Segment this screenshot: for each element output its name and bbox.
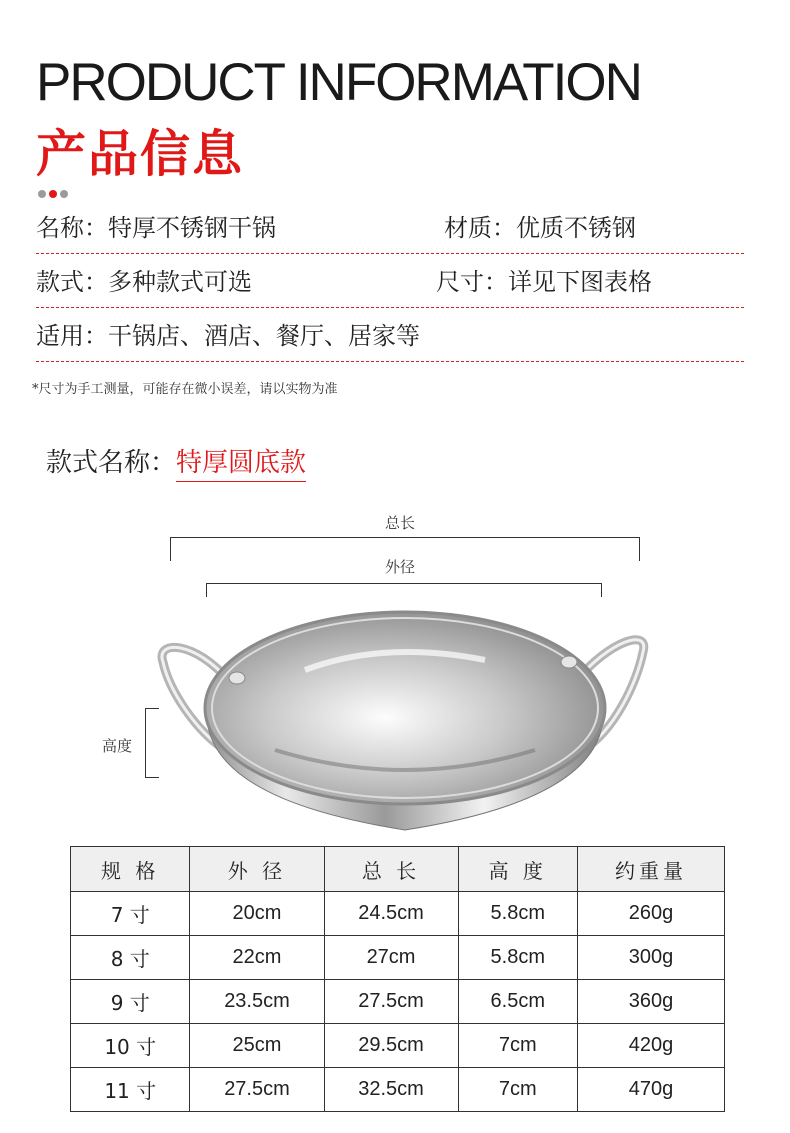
- info-row-3: [36, 308, 744, 362]
- cell-total-length: 27cm: [324, 936, 458, 980]
- table-row: [71, 892, 725, 936]
- cell-size: 9 寸: [71, 980, 190, 1024]
- cell-weight: 260g: [578, 892, 725, 936]
- cell-size: 11 寸: [71, 1068, 190, 1112]
- cell-height: 5.8cm: [458, 892, 577, 936]
- header-height: 高 度: [458, 847, 577, 892]
- cell-height: 5.8cm: [458, 936, 577, 980]
- cell-total-length: 32.5cm: [324, 1068, 458, 1112]
- cell-outer-diameter: 23.5cm: [190, 980, 324, 1024]
- info-size: 尺寸：详见下图表格: [436, 268, 652, 296]
- dot-gray-icon: [60, 190, 68, 198]
- style-name-label: 款式名称：: [46, 448, 177, 478]
- cell-weight: 360g: [578, 980, 725, 1024]
- header-size: 规 格: [71, 847, 190, 892]
- cell-size: 8 寸: [71, 936, 190, 980]
- table-row: [71, 1024, 725, 1068]
- cell-total-length: 27.5cm: [324, 980, 458, 1024]
- page-title-cn: 产品信息: [36, 125, 244, 183]
- decorative-dots: [38, 190, 68, 198]
- info-name: 名称：特厚不锈钢干锅: [36, 214, 276, 242]
- cell-weight: 300g: [578, 936, 725, 980]
- cell-size: 7 寸: [71, 892, 190, 936]
- header-weight: 约重量: [578, 847, 725, 892]
- cell-height: 6.5cm: [458, 980, 577, 1024]
- cell-total-length: 24.5cm: [324, 892, 458, 936]
- info-style: 款式：多种款式可选: [36, 268, 252, 296]
- cell-weight: 470g: [578, 1068, 725, 1112]
- measurement-note: *尺寸为手工测量，可能存在微小误差，请以实物为准: [32, 382, 338, 397]
- info-row-1: [36, 200, 744, 254]
- header-total-length: 总 长: [324, 847, 458, 892]
- dot-gray-icon: [38, 190, 46, 198]
- table-row: [71, 936, 725, 980]
- cell-height: 7cm: [458, 1024, 577, 1068]
- dot-red-icon: [49, 190, 57, 198]
- info-material: 材质：优质不锈钢: [444, 214, 636, 242]
- style-name-value: 特厚圆底款: [176, 442, 306, 482]
- info-row-2: [36, 254, 744, 308]
- cell-total-length: 29.5cm: [324, 1024, 458, 1068]
- height-label: 高度: [102, 737, 133, 755]
- spec-table: [70, 846, 725, 1112]
- cell-outer-diameter: 27.5cm: [190, 1068, 324, 1112]
- cell-outer-diameter: 20cm: [190, 892, 324, 936]
- outer-diameter-label: 外径: [385, 558, 416, 576]
- page-title-en: PRODUCT INFORMATION: [36, 53, 641, 112]
- total-length-label: 总长: [385, 514, 416, 532]
- info-usage: 适用：干锅店、酒店、餐厅、居家等: [36, 322, 420, 350]
- cell-height: 7cm: [458, 1068, 577, 1112]
- table-row: [71, 1068, 725, 1112]
- cell-outer-diameter: 25cm: [190, 1024, 324, 1068]
- cell-size: 10 寸: [71, 1024, 190, 1068]
- cell-weight: 420g: [578, 1024, 725, 1068]
- wok-image: [155, 600, 650, 835]
- header-outer-diameter: 外 径: [190, 847, 324, 892]
- outer-diameter-bracket: [206, 583, 602, 597]
- table-row: [71, 980, 725, 1024]
- cell-outer-diameter: 22cm: [190, 936, 324, 980]
- table-header-row: [71, 847, 725, 892]
